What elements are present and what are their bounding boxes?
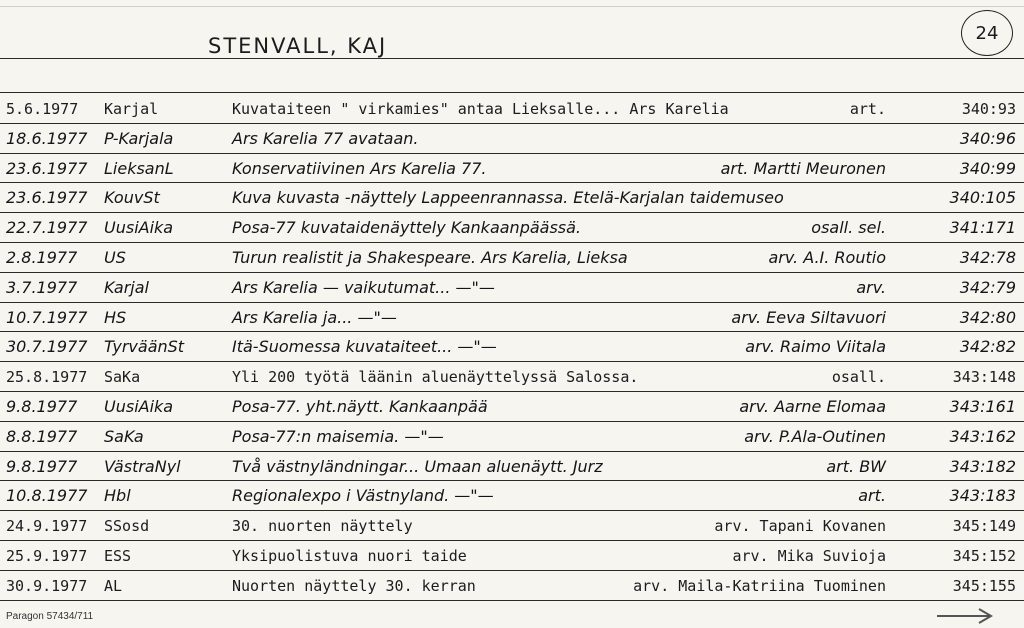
list-item: [0, 480, 1024, 508]
entry-source: SaKa: [104, 368, 141, 387]
entry-source: P-Karjala: [104, 128, 174, 148]
entry-ref: 345:149: [952, 517, 1016, 536]
entry-ref: 343:148: [952, 368, 1016, 387]
printer-mark: Paragon 57434/711: [6, 611, 94, 622]
list-item: [0, 123, 1024, 151]
entry-ref: 345:152: [952, 547, 1016, 565]
entry-date: 9.8.1977: [6, 397, 78, 416]
entry-source: UusiAika: [104, 397, 174, 416]
entry-date: 5.6.1977: [6, 100, 79, 118]
list-item: [0, 510, 1024, 538]
list-item: [0, 272, 1024, 300]
entry-source: ESS: [104, 547, 132, 565]
list-item: [0, 421, 1024, 449]
entry-title: Kuvataiteen " virkamies" antaa Lieksalle... Ars Karelia: [232, 100, 729, 118]
list-item: [0, 93, 1024, 121]
entry-author: art. Martti Meuronen: [720, 158, 886, 178]
entry-title: Turun realistit ja Shakespeare. Ars Karelia, Lieksa: [232, 248, 628, 267]
entry-author: arv. Mika Suvioja: [732, 547, 886, 565]
entry-title: Nuorten näyttely 30. kerran: [232, 576, 476, 595]
entry-date: 8.8.1977: [6, 426, 78, 446]
header-rule: [0, 58, 1024, 59]
entry-source: AL: [104, 576, 123, 595]
entry-ref: 342:79: [959, 277, 1016, 297]
entry-date: 30.9.1977: [6, 576, 88, 595]
entry-ref: 343:162: [949, 426, 1016, 446]
list-item: [0, 451, 1024, 479]
entry-title: Två västnyländningar... Umaan aluenäytt. Jurz: [232, 456, 603, 476]
entry-ref: 342:80: [959, 307, 1016, 327]
entry-author: arv. Raimo Viitala: [745, 337, 886, 357]
entry-source: UusiAika: [104, 218, 174, 238]
row-rule: [0, 600, 1024, 601]
entry-ref: 345:155: [952, 576, 1016, 595]
entry-ref: 343:182: [949, 456, 1016, 476]
entry-date: 24.9.1977: [6, 517, 88, 536]
card-top-edge: [0, 6, 1024, 7]
entry-ref: 342:78: [959, 248, 1016, 267]
entry-title: Kuva kuvasta -näyttely Lappeenrannassa. Etelä-Karjalan taidemuseo: [232, 188, 784, 208]
entry-ref: 340:93: [961, 100, 1016, 118]
entry-author: arv. Aarne Elomaa: [739, 397, 886, 416]
entry-source: Hbl: [104, 486, 131, 506]
entry-author: art. BW: [826, 456, 886, 476]
entry-author: arv. A.I. Routio: [768, 248, 886, 267]
list-item: [0, 182, 1024, 210]
entry-title: Konservatiivinen Ars Karelia 77.: [232, 158, 487, 178]
entry-date: 3.7.1977: [6, 277, 78, 297]
entry-source: Karjal: [104, 277, 149, 297]
entry-date: 25.8.1977: [6, 368, 88, 387]
entry-title: Posa-77. yht.näytt. Kankaanpää: [232, 397, 488, 416]
entry-source: HS: [104, 307, 127, 327]
entry-source: Karjal: [104, 100, 159, 118]
entry-title: Regionalexpo i Västnyland. —"—: [232, 486, 494, 506]
entry-date: 25.9.1977: [6, 547, 88, 565]
entry-title: Posa-77:n maisemia. —"—: [232, 426, 444, 446]
entry-source: SaKa: [104, 426, 144, 446]
entry-title: Yksipuolistuva nuori taide: [232, 547, 467, 565]
list-item: [0, 331, 1024, 359]
entry-author: arv. Eeva Siltavuori: [731, 307, 886, 327]
entry-source: KouvSt: [104, 188, 160, 208]
entry-source: TyrväänSt: [104, 337, 185, 357]
entry-ref: 342:82: [959, 337, 1016, 357]
entry-title: Ars Karelia 77 avataan.: [232, 128, 419, 148]
list-item: [0, 212, 1024, 240]
entry-date: 23.6.1977: [6, 188, 88, 208]
card-header-name: STENVALL, KAJ: [208, 34, 388, 58]
entry-ref: 340:105: [949, 188, 1016, 208]
entry-author: art.: [858, 486, 886, 506]
entry-ref: 343:161: [949, 397, 1016, 416]
card-number-circle: 24: [961, 10, 1013, 56]
entry-title: 30. nuorten näyttely: [232, 517, 413, 536]
entry-date: 23.6.1977: [6, 158, 88, 178]
entry-title: Ars Karelia — vaikutumat... —"—: [232, 277, 495, 297]
entry-date: 22.7.1977: [6, 218, 88, 238]
list-item: [0, 540, 1024, 568]
entry-title: Ars Karelia ja... —"—: [232, 307, 397, 327]
entry-title: Posa-77 kuvataidenäyttely Kankaanpäässä.: [232, 218, 582, 238]
list-item: [0, 153, 1024, 181]
list-item: [0, 570, 1024, 598]
entry-date: 30.7.1977: [6, 337, 88, 357]
entry-date: 2.8.1977: [6, 248, 78, 267]
entry-date: 10.8.1977: [6, 486, 88, 506]
arrow-right-icon: [935, 606, 997, 626]
entry-source: US: [104, 248, 126, 267]
entry-ref: 340:96: [959, 128, 1016, 148]
entry-author: arv. Maila-Katriina Tuominen: [633, 576, 886, 595]
entry-author: arv. Tapani Kovanen: [714, 517, 886, 536]
list-item: [0, 391, 1024, 419]
entry-author: art.: [849, 100, 886, 118]
entry-date: 10.7.1977: [6, 307, 88, 327]
entry-source: LieksanL: [104, 158, 174, 178]
entry-author: osall.: [831, 368, 886, 387]
entry-author: arv.: [856, 277, 886, 297]
list-item: [0, 242, 1024, 270]
entry-ref: 343:183: [949, 486, 1016, 506]
list-item: [0, 361, 1024, 389]
entry-ref: 341:171: [949, 218, 1016, 238]
entry-source: VästraNyl: [104, 456, 181, 476]
list-item: [0, 302, 1024, 330]
entry-ref: 340:99: [959, 158, 1016, 178]
entry-title: Itä-Suomessa kuvataiteet... —"—: [232, 337, 497, 357]
entry-source: SSosd: [104, 517, 150, 536]
entry-date: 9.8.1977: [6, 456, 78, 476]
entry-date: 18.6.1977: [6, 128, 88, 148]
entry-author: osall. sel.: [811, 218, 886, 238]
entry-author: arv. P.Ala-Outinen: [744, 426, 886, 446]
entry-title: Yli 200 työtä läänin aluenäyttelyssä Salossa.: [232, 368, 639, 387]
